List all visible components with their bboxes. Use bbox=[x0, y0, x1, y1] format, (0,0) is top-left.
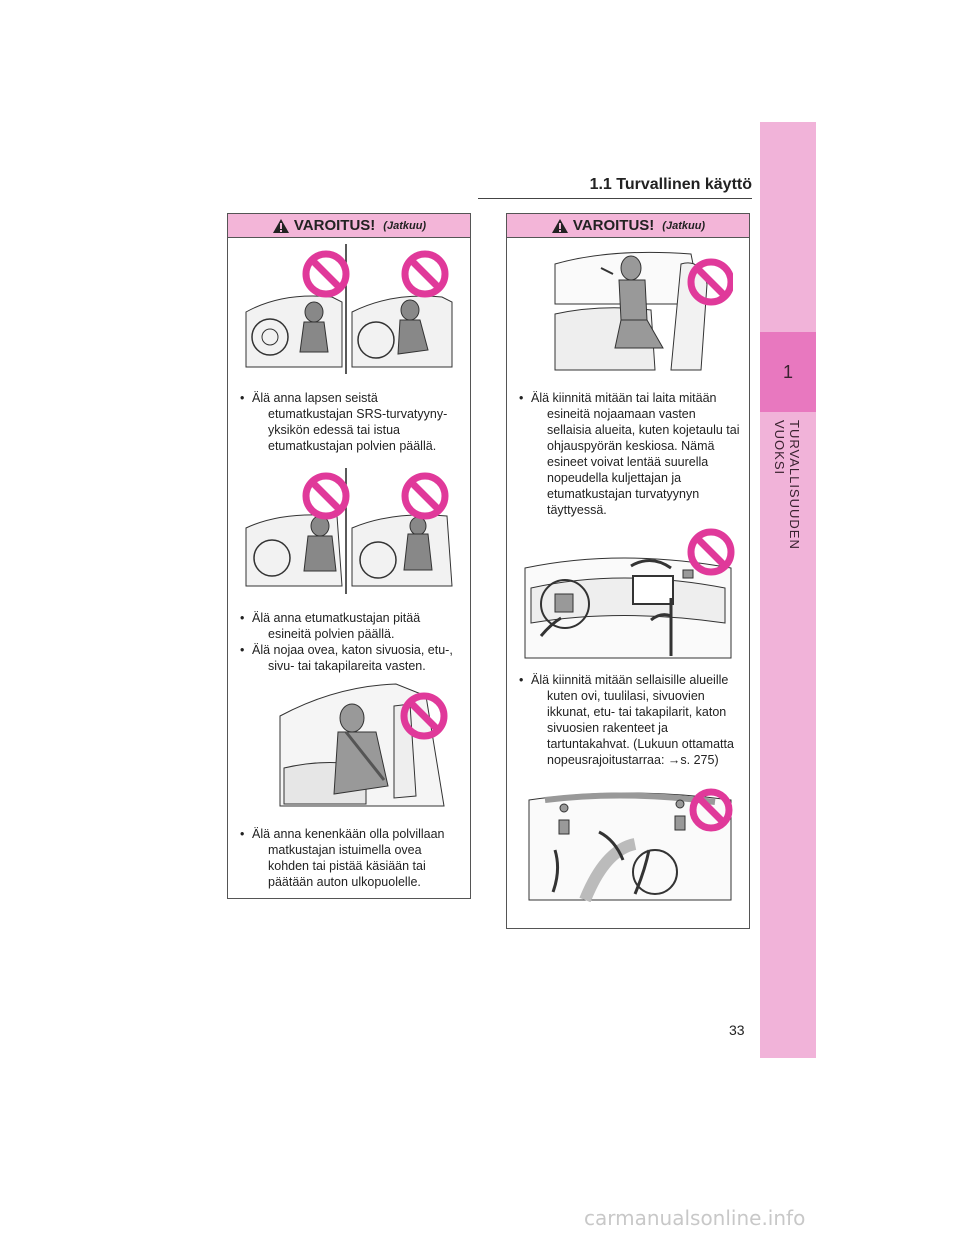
chapter-title: TURVALLISUUDEN VUOKSI bbox=[772, 420, 802, 550]
page-number: 33 bbox=[729, 1022, 745, 1038]
list-item: • Älä nojaa ovea, katon sivuosia, etu-, sivu- tai takapilareita vasten. bbox=[240, 643, 453, 673]
warning-triangle-icon bbox=[551, 218, 569, 234]
list-item: • Älä kiinnitä mitään tai laita mitään esineitä nojaamaan vasten sellaisia alueita, kuten kojetaulu tai ohjauspyörän keskiosa. Nämä esineet voivat lentää suurella nopeudella kuljettajan ja etumatkustajan turvatyynyn täyttyessä. bbox=[519, 391, 740, 517]
warning-title: VAROITUS! bbox=[572, 217, 655, 234]
illustration-dashboard-objects bbox=[521, 528, 735, 660]
warning-panel-left bbox=[227, 213, 471, 899]
warning-continued: (Jatkuu) bbox=[383, 219, 427, 232]
warning-panel-right bbox=[506, 213, 750, 929]
list-item: • Älä kiinnitä mitään sellaisille alueille kuten ovi, tuulilasi, sivuovien ikkunat, etu- tai takapilarit, katon sivuosien rakenteet ja tartuntakahvat. (Lukuun ottamatta nopeusrajoitustarraa: →s. 275) bbox=[519, 673, 734, 767]
prohibition-icon bbox=[306, 476, 346, 516]
warning-header bbox=[507, 214, 749, 238]
warning-triangle-icon bbox=[272, 218, 290, 234]
prohibition-icon bbox=[405, 254, 445, 294]
bullet-list bbox=[240, 390, 462, 454]
list-item: • Älä anna etumatkustajan pitää esineitä polvien päällä. bbox=[240, 611, 421, 641]
illustration-kneeling-on-seat bbox=[551, 244, 733, 376]
illustration-child-front-seat bbox=[242, 242, 456, 374]
bullet-list bbox=[519, 390, 741, 518]
bullet-list bbox=[240, 610, 462, 674]
warning-header bbox=[228, 214, 470, 238]
bullet-list bbox=[519, 672, 741, 768]
header-divider bbox=[478, 198, 752, 199]
chapter-number: 1 bbox=[782, 361, 793, 382]
footer-watermark: carmanualsonline.info bbox=[584, 1206, 806, 1230]
list-item: • Älä anna kenenkään olla polvillaan matkustajan istuimella ovea kohden tai pistää käsiään tai päätään auton ulkopuolelle. bbox=[240, 827, 445, 889]
bullet-list bbox=[240, 826, 462, 890]
illustration-door-pillar-handles bbox=[525, 780, 735, 902]
list-item: • Älä anna lapsen seistä etumatkustajan SRS-turvatyyny-yksikön edessä tai istua etumatkustajan polvien päällä. bbox=[240, 391, 448, 453]
chapter-number-box bbox=[760, 332, 816, 412]
illustration-leaning-on-door bbox=[276, 676, 448, 808]
illustration-objects-on-lap bbox=[242, 466, 456, 594]
section-title: 1.1 Turvallinen käyttö bbox=[589, 176, 752, 193]
warning-title: VAROITUS! bbox=[293, 217, 376, 234]
warning-continued: (Jatkuu) bbox=[662, 219, 706, 232]
prohibition-icon bbox=[306, 254, 346, 294]
prohibition-icon bbox=[405, 476, 445, 516]
